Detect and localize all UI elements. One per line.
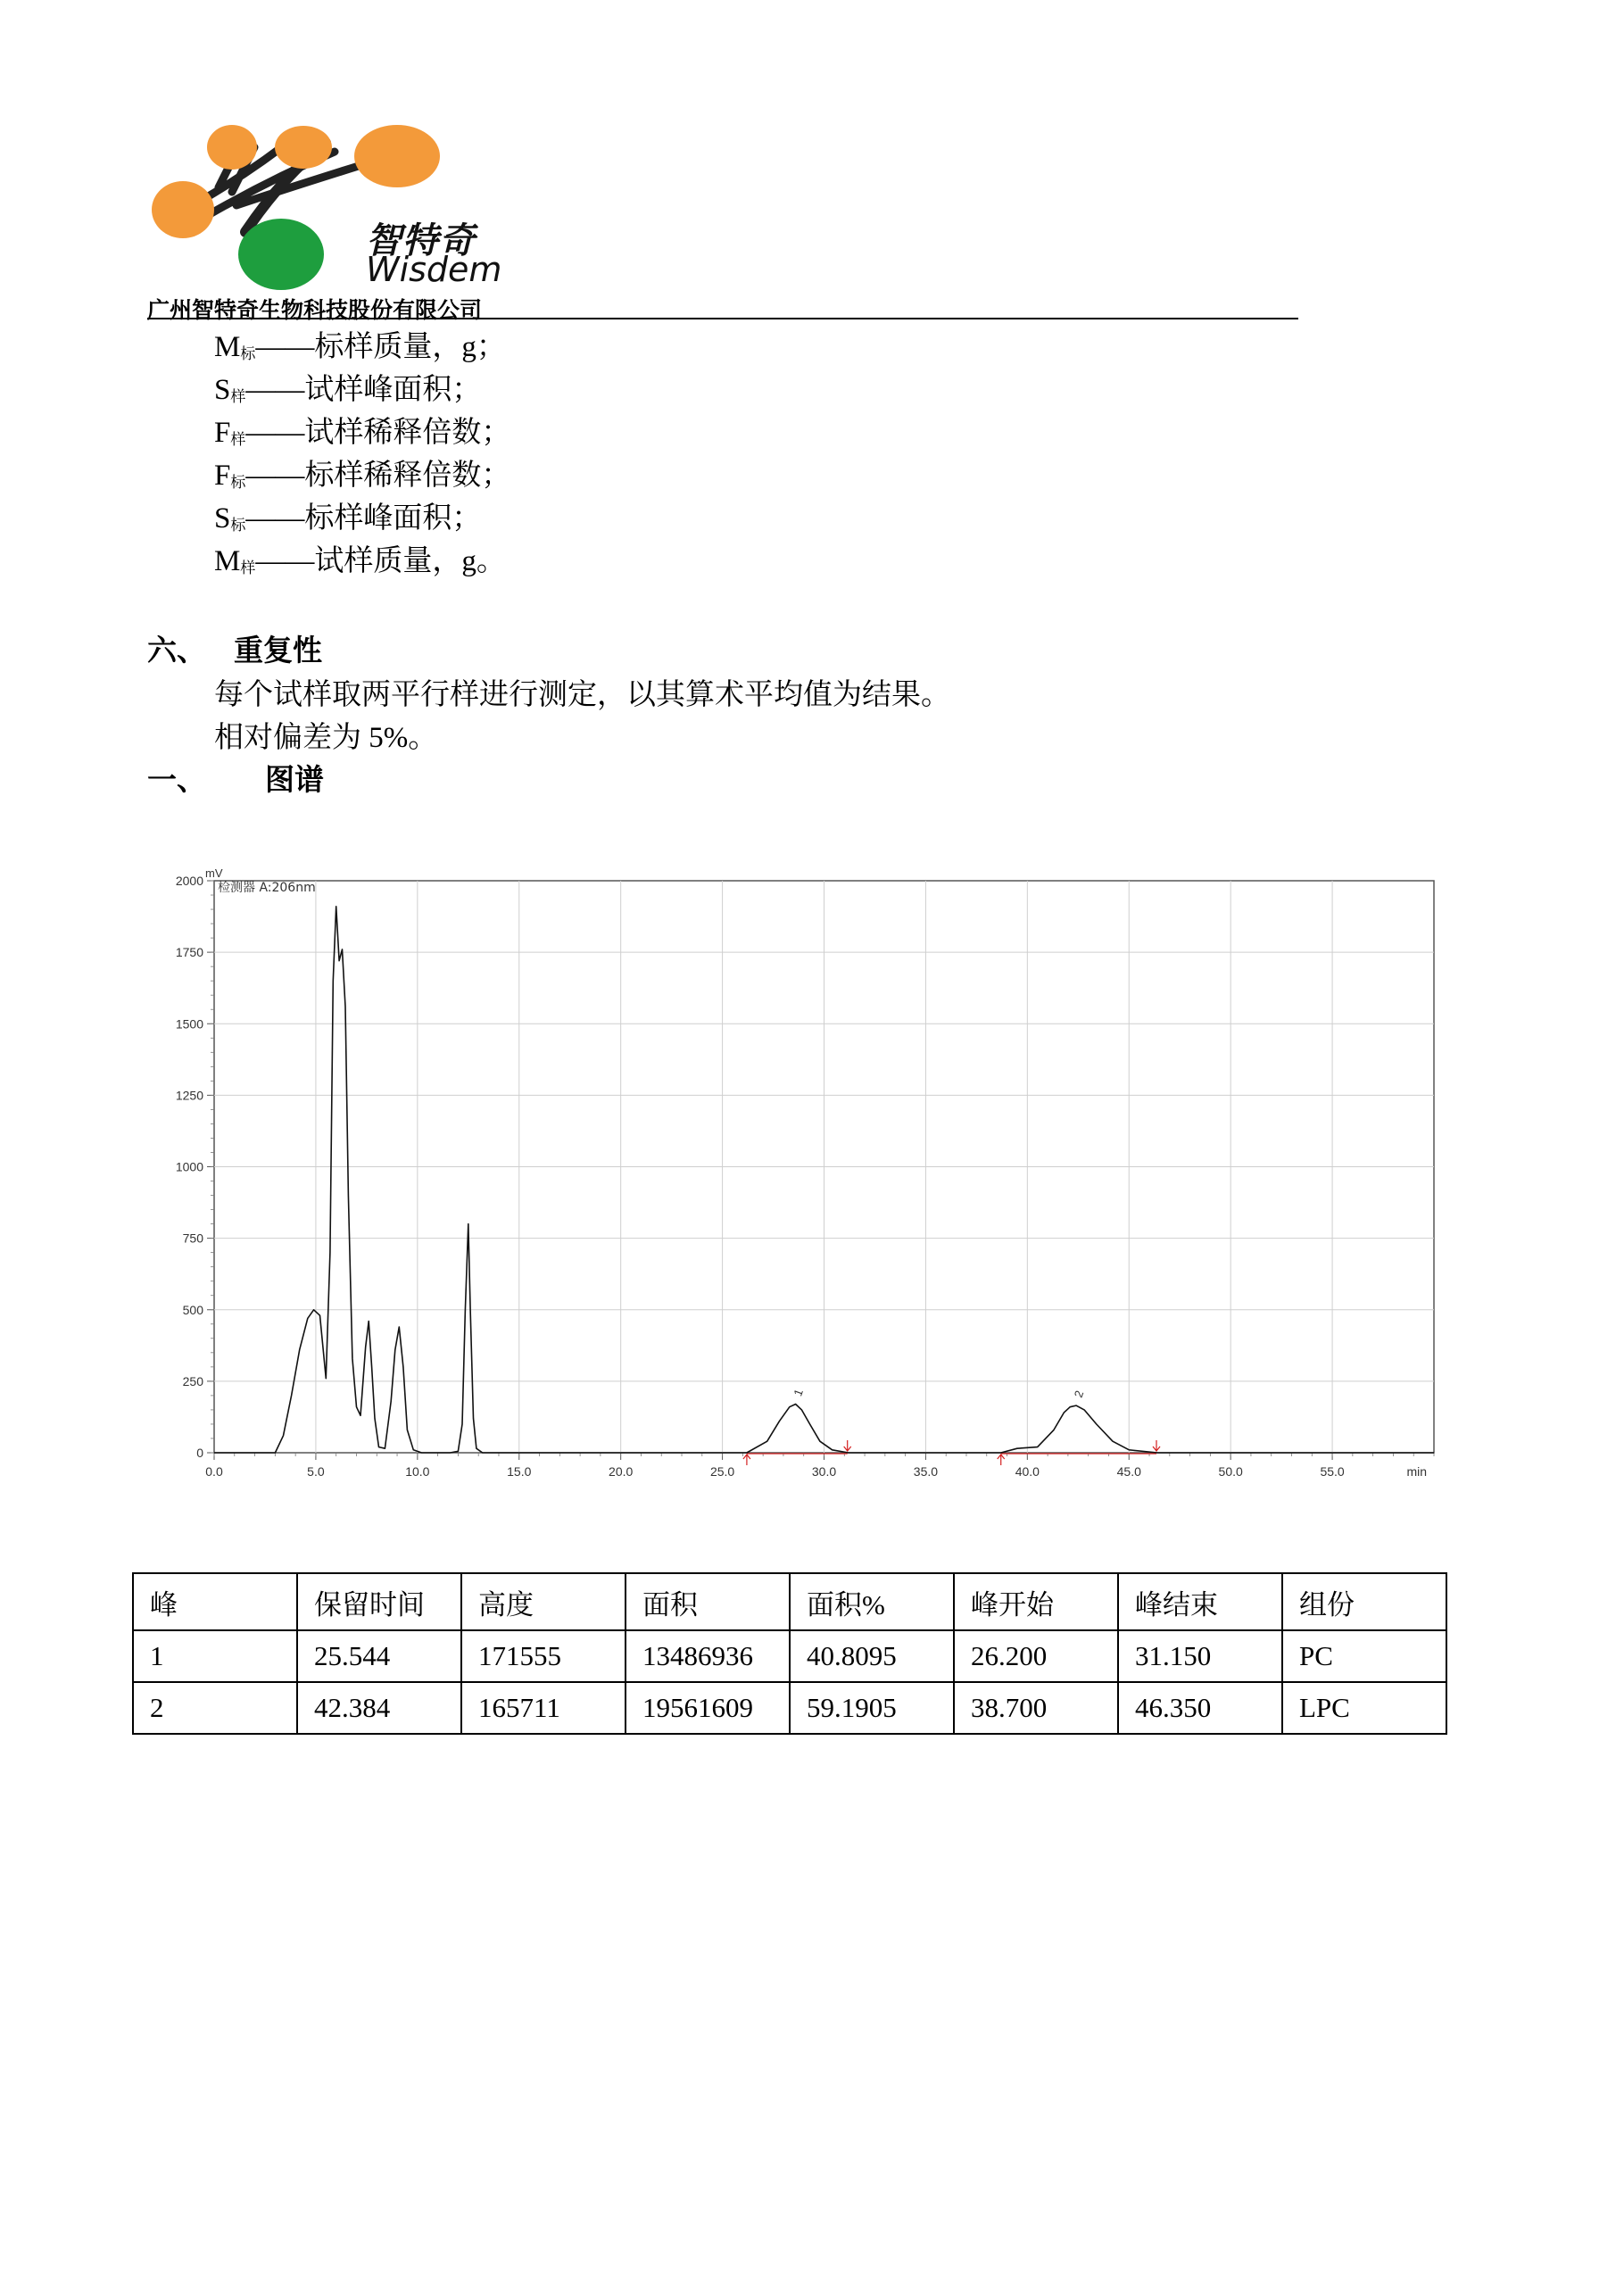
y-tick-label: 1000: [175, 1159, 203, 1174]
peak-start-marker: [998, 1455, 1005, 1465]
chromatogram: [156, 861, 1450, 1521]
x-tick-label: 40.0: [1015, 1464, 1040, 1479]
table-cell: 59.1905: [790, 1682, 954, 1734]
x-tick-label: 10.0: [405, 1464, 430, 1479]
y-tick-label: 0: [196, 1446, 203, 1460]
section-7-title: 图谱: [265, 762, 324, 797]
table-cell: 40.8095: [790, 1630, 954, 1682]
table-cell: PC: [1282, 1630, 1446, 1682]
x-tick-label: 35.0: [913, 1464, 939, 1479]
peak-number-label: 2: [1071, 1388, 1087, 1400]
definition-text: ——试样峰面积；: [245, 374, 482, 406]
definition-symbol: S: [214, 502, 231, 535]
company-name: 广州智特奇生物科技股份有限公司: [147, 297, 483, 323]
definition-symbol: S: [214, 374, 231, 406]
table-header-cell: 峰结束: [1118, 1573, 1282, 1630]
definition-line: [214, 454, 510, 497]
table-cell: 46.350: [1118, 1682, 1282, 1734]
table-cell: 1: [133, 1630, 297, 1682]
y-tick-label: 250: [182, 1373, 203, 1388]
table-cell: 25.544: [297, 1630, 461, 1682]
table-cell: 2: [133, 1682, 297, 1734]
table-header-cell: 组份: [1282, 1573, 1446, 1630]
header-divider: [147, 318, 1298, 319]
logo-english-text: Wisdem: [366, 250, 502, 289]
definition-subscript: 标: [240, 345, 256, 362]
section-7-number: 一、: [147, 762, 206, 797]
definition-subscript: 样: [230, 388, 246, 405]
logo-chinese-text: 智特奇: [366, 220, 476, 261]
table-row: [133, 1630, 1446, 1682]
y-tick-label: 750: [182, 1231, 203, 1246]
x-tick-label: 30.0: [811, 1464, 837, 1479]
y-tick-label: 1750: [175, 945, 203, 960]
definition-subscript: 标: [230, 517, 246, 534]
section-6-number: 六、: [147, 633, 206, 667]
x-tick-label: 0.0: [205, 1464, 223, 1479]
peak-start-marker: [743, 1455, 750, 1465]
chromatogram-svg: [156, 861, 1450, 1521]
x-tick-label: 45.0: [1116, 1464, 1141, 1479]
definition-line: [214, 497, 510, 540]
table-cell: LPC: [1282, 1682, 1446, 1734]
table-header-row: [133, 1573, 1446, 1630]
y-tick-label: 1500: [175, 1016, 203, 1032]
table-row: [133, 1682, 1446, 1734]
peak-number-label: 1: [791, 1387, 806, 1398]
definition-subscript: 样: [230, 431, 246, 448]
section-6-title: 重复性: [234, 633, 322, 667]
table-cell: 38.700: [954, 1682, 1118, 1734]
table-cell: 42.384: [297, 1682, 461, 1734]
table-cell: 171555: [461, 1630, 626, 1682]
table-header-cell: 面积: [626, 1573, 790, 1630]
definition-text: ——标样质量，g；: [255, 331, 506, 363]
table-cell: 165711: [461, 1682, 626, 1734]
table-cell: 26.200: [954, 1630, 1118, 1682]
section-6-paragraph-1: 每个试样取两平行样进行测定，以其算术平均值为结果。: [214, 679, 950, 711]
x-tick-label: 25.0: [709, 1464, 735, 1479]
table-header-cell: 保留时间: [297, 1573, 461, 1630]
y-tick-label: 2000: [175, 874, 203, 888]
definition-symbol: F: [214, 460, 231, 492]
x-tick-label: 55.0: [1320, 1464, 1345, 1479]
definition-line: [214, 326, 510, 369]
definition-text: ——试样稀释倍数；: [245, 417, 511, 449]
detector-label: 检测器 A:206nm: [218, 881, 316, 895]
x-tick-label: 20.0: [609, 1464, 634, 1479]
definition-line: [214, 540, 510, 583]
definition-line: [214, 411, 510, 454]
y-tick-label: 500: [182, 1302, 203, 1317]
definition-text: ——标样稀释倍数；: [245, 460, 511, 492]
x-tick-label: 5.0: [307, 1464, 325, 1479]
definition-symbol: F: [214, 417, 231, 449]
x-axis-unit: min: [1406, 1464, 1427, 1479]
x-tick-label: 50.0: [1218, 1464, 1243, 1479]
peak-results-table: [132, 1572, 1447, 1735]
definition-symbol: M: [214, 331, 241, 363]
table-cell: 31.150: [1118, 1630, 1282, 1682]
table-cell: 19561609: [626, 1682, 790, 1734]
variable-definitions: [214, 326, 510, 583]
table-header-cell: 面积%: [790, 1573, 954, 1630]
definition-symbol: M: [214, 545, 241, 577]
table-header-cell: 高度: [461, 1573, 626, 1630]
definition-text: ——试样质量，g。: [255, 545, 506, 577]
x-tick-label: 15.0: [507, 1464, 532, 1479]
y-axis-unit: mV: [205, 866, 223, 880]
page-header: [147, 116, 1298, 321]
definition-subscript: 样: [240, 559, 256, 576]
table-cell: 13486936: [626, 1630, 790, 1682]
definition-text: ——标样峰面积；: [245, 502, 482, 535]
table-header-cell: 峰: [133, 1573, 297, 1630]
table-header-cell: 峰开始: [954, 1573, 1118, 1630]
section-6-paragraph-2: 相对偏差为 5%。: [214, 722, 438, 754]
definition-line: [214, 369, 510, 411]
definition-subscript: 标: [230, 474, 246, 491]
y-tick-label: 1250: [175, 1088, 203, 1103]
